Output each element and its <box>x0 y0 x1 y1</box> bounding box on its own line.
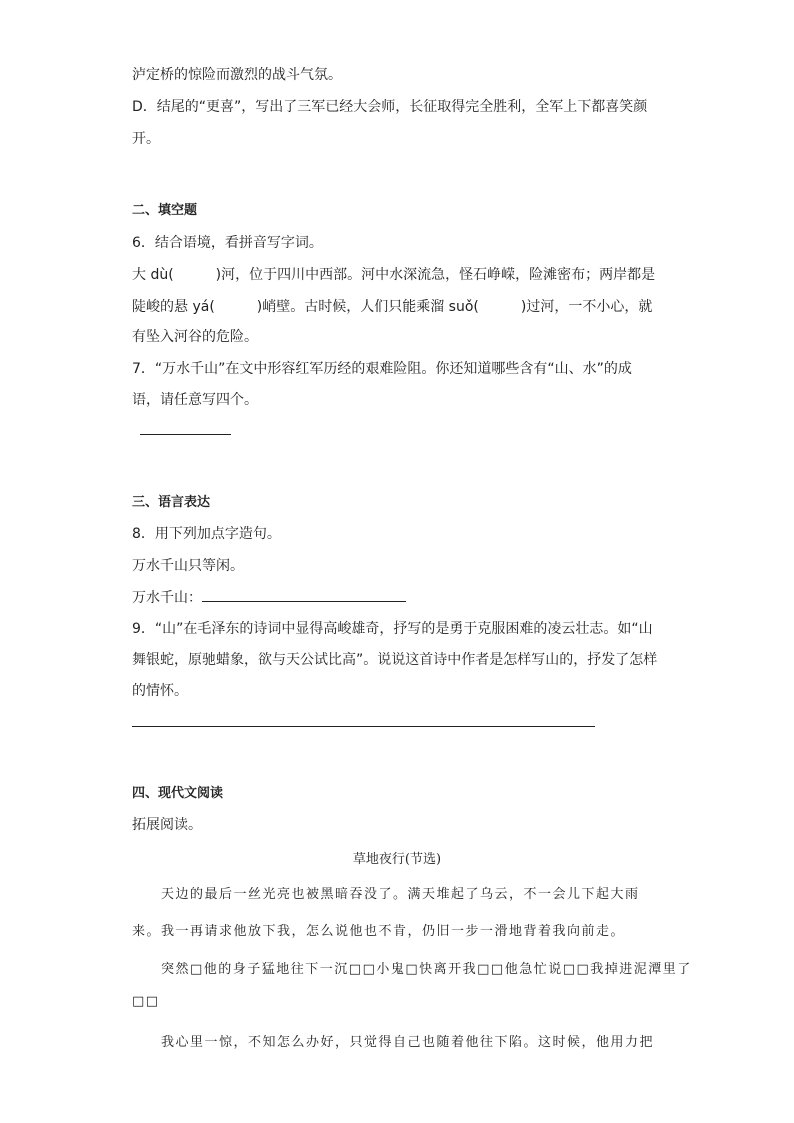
answer-blank-q8[interactable] <box>202 587 406 602</box>
question-6-line-3: 有坠入河谷的危险。 <box>132 329 258 345</box>
question-9-line-3: 的情怀。 <box>132 683 188 699</box>
question-8-prompt-label: 万水千山： <box>132 590 202 606</box>
passage-p2-line-1: 突然□他的身子猛地往下一沉□□小鬼□快离开我□□他急忙说□□我掉进泥潭里了 <box>132 962 692 977</box>
question-8-example: 万水千山只等闲。 <box>132 558 244 574</box>
passage-p1-line-2: 来。我一再请求他放下我，怎么说他也不肯，仍旧一步一滑地背着我向前走。 <box>132 924 626 939</box>
question-9-line-2: 舞银蛇，原驰蜡象，欲与天公试比高”。说说这首诗中作者是怎样写山的，抒发了怎样 <box>132 652 658 668</box>
question-7-line-2: 语，请任意写四个。 <box>132 392 258 408</box>
section-heading-language: 三、语言表达 <box>132 495 211 510</box>
option-d-continuation: 开。 <box>132 131 160 147</box>
question-6: 6．结合语境，看拼音写字词。 <box>132 235 323 251</box>
passage-p3-line-1: 我心里一惊，不知怎么办好，只觉得自己也随着他往下陷。这时候，他用力把 <box>132 1035 655 1050</box>
option-d: D．结尾的“更喜”，写出了三军已经大会师，长征取得完全胜利，全军上下都喜笑颜 <box>132 99 648 115</box>
section-heading-reading: 四、现代文阅读 <box>132 786 224 801</box>
question-9-line-1: 9．“山”在毛泽东的诗词中显得高峻雄奇，抒写的是勇于克服困难的凌云壮志。如“山 <box>132 621 653 637</box>
reading-intro: 拓展阅读。 <box>132 817 202 833</box>
passage-p1-line-1: 天边的最后一丝光亮也被黑暗吞没了。满天堆起了乌云，不一会儿下起大雨 <box>132 887 640 902</box>
option-c-continuation: 泸定桥的惊险而激烈的战斗气氛。 <box>132 67 342 83</box>
question-7-line-1: 7．“万水千山”在文中形容红军历经的艰难险阻。你还知道哪些含有“山、水”的成 <box>132 361 632 377</box>
passage-title: 草地夜行(节选) <box>352 852 442 867</box>
answer-blank-q9[interactable] <box>132 726 595 727</box>
question-6-line-2: 陡峻的悬 yá( )峭壁。古时候，人们只能乘溜 suǒ( )过河，一不小心，就 <box>132 299 653 315</box>
answer-blank-q7[interactable] <box>140 434 231 435</box>
section-heading-fill-blank: 二、填空题 <box>132 203 198 218</box>
question-8-prompt <box>132 587 406 608</box>
passage-p2-line-2: □□ <box>132 994 160 1009</box>
question-6-line-1: 大 dù( )河，位于四川中西部。河中水深流急，怪石峥嵘，险滩密布；两岸都是 <box>132 267 656 283</box>
question-8: 8．用下列加点字造句。 <box>132 526 281 542</box>
